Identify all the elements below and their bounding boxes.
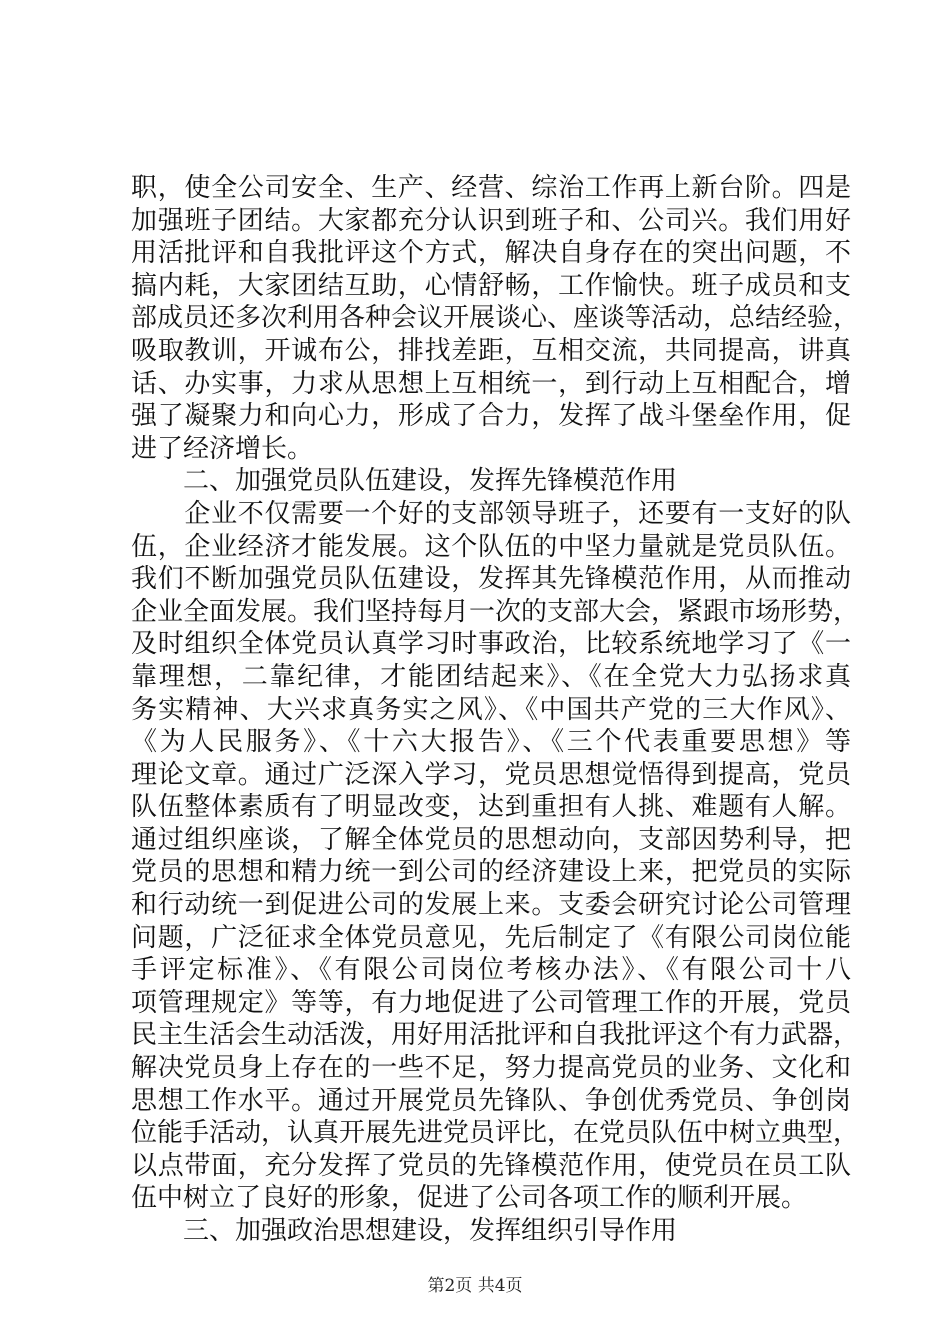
text-line: 搞内耗，大家团结互助，心情舒畅，工作愉快。班子成员和支: [131, 270, 851, 301]
text-line: 以点带面，充分发挥了党员的先锋模范作用，使党员在员工队: [131, 1150, 851, 1181]
text-line: 靠理想，二靠纪律，才能团结起来》、《在全党大力弘扬求真: [131, 661, 851, 692]
text-line: 吸取教训，开诚布公，排找差距，互相交流，共同提高，讲真: [131, 335, 851, 366]
text-line: 伍中树立了良好的形象，促进了公司各项工作的顺利开展。: [131, 1183, 808, 1214]
text-line: 话、办实事，力求从思想上互相统一，到行动上互相配合，增: [131, 368, 851, 399]
text-line: 思想工作水平。通过开展党员先锋队、争创优秀党员、争创岗: [131, 1085, 851, 1116]
text-line: 及时组织全体党员认真学习时事政治，比较系统地学习了《一: [131, 629, 851, 660]
text-line: 和行动统一到促进公司的发展上来。支委会研究讨论公司管理: [131, 890, 851, 921]
text-line: 解决党员身上存在的一些不足，努力提高党员的业务、文化和: [131, 1053, 851, 1084]
text-line: 理论文章。通过广泛深入学习，党员思想觉悟得到提高，党员: [131, 759, 851, 790]
text-line: 民主生活会生动活泼，用好用活批评和自我批评这个有力武器，: [131, 1020, 860, 1051]
document-body: [131, 172, 860, 1248]
text-line: 《为人民服务》、《十六大报告》、《三个代表重要思想》等: [131, 727, 851, 758]
text-line: 党员的思想和精力统一到公司的经济建设上来，把党员的实际: [131, 857, 851, 888]
page-footer: 第2页 共4页: [427, 1276, 523, 1296]
text-line: 加强班子团结。大家都充分认识到班子和、公司兴。我们用好: [131, 205, 851, 236]
section-heading: 二、加强党员队伍建设，发挥先锋模范作用: [183, 466, 678, 497]
text-line: 企业全面发展。我们坚持每月一次的支部大会，紧跟市场形势，: [131, 596, 860, 627]
text-line: 队伍整体素质有了明显改变，达到重担有人挑、难题有人解。: [131, 792, 851, 823]
text-line: 用活批评和自我批评这个方式，解决自身存在的突出问题，不: [131, 238, 851, 269]
text-line: 进了经济增长。: [131, 433, 314, 464]
text-line: 我们不断加强党员队伍建设，发挥其先锋模范作用，从而推动: [131, 564, 851, 595]
text-line: 务实精神、大兴求真务实之风》、《中国共产党的三大作风》、: [131, 694, 851, 725]
section-heading: 三、加强政治思想建设，发挥组织引导作用: [183, 1216, 678, 1246]
text-line: 通过组织座谈，了解全体党员的思想动向，支部因势利导，把: [131, 824, 851, 855]
text-line: 企业不仅需要一个好的支部领导班子，还要有一支好的队: [131, 498, 851, 529]
text-line: 项管理规定》等等，有力地促进了公司管理工作的开展，党员: [131, 987, 851, 1018]
text-line: 手评定标准》、《有限公司岗位考核办法》、《有限公司十八: [131, 955, 851, 986]
text-line: 问题，广泛征求全体党员意见，先后制定了《有限公司岗位能: [131, 922, 851, 953]
text-line: 部成员还多次利用各种会议开展谈心、座谈等活动，总结经验，: [131, 303, 860, 334]
text-line: 强了凝聚力和向心力，形成了合力，发挥了战斗堡垒作用，促: [131, 401, 851, 432]
text-line: 位能手活动，认真开展先进党员评比，在党员队伍中树立典型，: [131, 1118, 860, 1149]
text-line: 伍，企业经济才能发展。这个队伍的中坚力量就是党员队伍。: [131, 531, 851, 562]
text-line: 职，使全公司安全、生产、经营、综治工作再上新台阶。四是: [131, 173, 851, 203]
